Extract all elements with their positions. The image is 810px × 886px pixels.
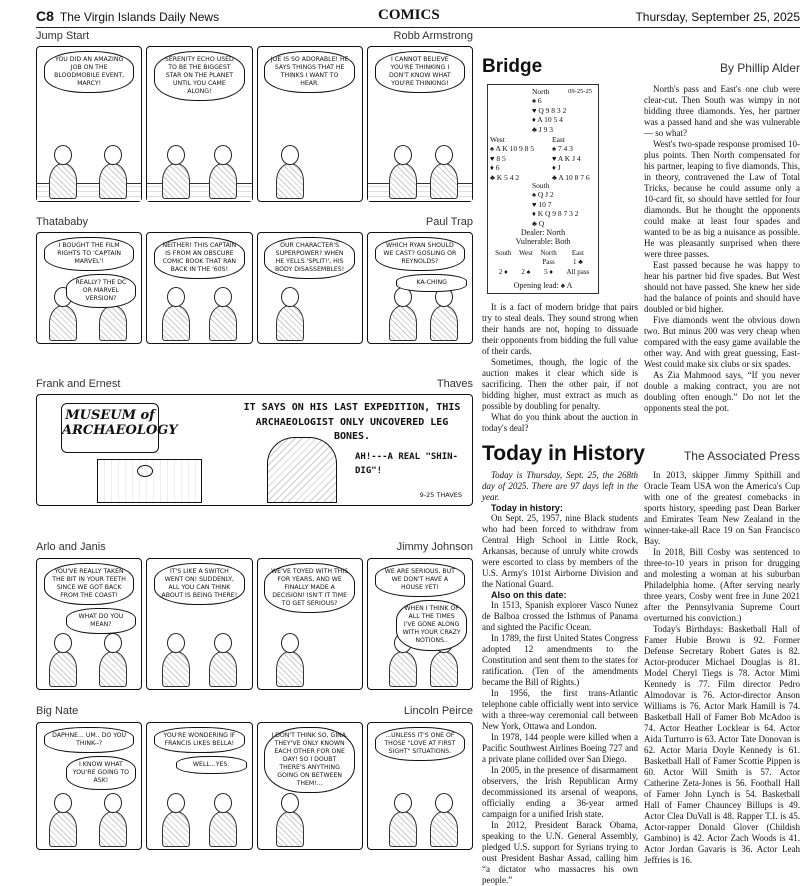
comic-title-row [36, 541, 473, 553]
comic-panel [257, 722, 363, 850]
character-head [104, 793, 122, 813]
history-main: On Sept. 25, 1957, nine Black students who had been forced to withdraw from Central High School in Little Rock, Arkansas, because of unruly white crowds were escorted to class by members of the U.S. Army's 101st Airborne Division and the National Guard. [482, 513, 638, 589]
speech-bubble: YOU'VE REALLY TAKEN THE BIT IN YOUR TEETH SINCE WE GOT BACK FROM THE COAST! [44, 563, 134, 605]
comic-panel [36, 722, 142, 850]
speech-bubble: IT'S LIKE A SWITCH WENT ON! SUDDENLY, ALL YOU CAN THINK ABOUT IS BEING THERE! [154, 563, 244, 605]
clubs: ♣ J 9 3 [532, 124, 553, 134]
dealer-info [488, 228, 598, 247]
history-header [482, 442, 800, 466]
character-illustration [389, 651, 417, 687]
comic-panel [257, 232, 363, 344]
diamonds: ♦ K Q 9 8 7 3 2 [532, 209, 579, 219]
bidding-table [491, 249, 595, 277]
signature: 9-25 THAVES [419, 491, 462, 499]
character-head [435, 145, 453, 165]
bid-cell: 1 ♣ [572, 258, 583, 267]
bidding-row [491, 268, 595, 277]
comic-panel [36, 46, 142, 202]
bid-cell: All pass [566, 267, 590, 276]
page-number: C8 [36, 8, 54, 24]
bid-cell [491, 258, 516, 267]
comic-panel [367, 558, 473, 690]
dealer: Dealer: North [520, 228, 566, 237]
character-illustration [49, 651, 77, 687]
history-paragraph: In 2018, Bill Cosby was sentenced to three-to-10 years in prison for drugging and molesting a woman at his suburban Philadelphia home. (After serving nearly three years, Cosby went free in June 2021 after the Pennsylvania Supreme Court overturned his conviction.) [644, 547, 800, 623]
diagram-date: 09-25-25 [568, 88, 592, 95]
character-illustration [209, 651, 237, 687]
character-illustration [209, 163, 237, 199]
hand-label: West [490, 135, 505, 144]
character-illustration [49, 163, 77, 199]
opening-lead: Opening lead: ♠ A [513, 281, 573, 290]
comic-title-row [36, 378, 473, 390]
character-illustration [430, 305, 458, 341]
comic-strip [36, 232, 473, 344]
bridge-header [482, 56, 800, 78]
bid-cell: West [518, 249, 533, 257]
clubs: ♣ A 10 8 7 6 [552, 172, 590, 182]
diamonds: ♦ 6 [490, 163, 500, 173]
speech-bubble: ...UNLESS IT'S ONE OF THOSE "LOVE AT FIRST SIGHT" SITUATIONS. [375, 727, 465, 761]
character-illustration [162, 651, 190, 687]
character-head [281, 287, 299, 307]
character-illustration [430, 163, 458, 199]
comic-panel [146, 46, 252, 202]
bidding-row [491, 249, 595, 258]
character-illustration [99, 163, 127, 199]
character-illustration [276, 651, 304, 687]
comic-panel [36, 232, 142, 344]
character-illustration [162, 305, 190, 341]
museum-sign: MUSEUM of ARCHAEOLOGY [61, 403, 159, 453]
character-illustration [389, 811, 417, 847]
speech-bubble: NEITHER! THIS CAPTAIN IS FROM AN OBSCURE COMIC BOOK THAT RAN BACK IN THE '60S! [154, 237, 244, 279]
bid-cell: 2 ♠ [521, 267, 531, 276]
comic-panel [146, 558, 252, 690]
character-illustration [389, 163, 417, 199]
bridge-title: Bridge [482, 56, 543, 77]
bid-cell: 5 ♦ [544, 267, 553, 276]
comic-panel [36, 558, 142, 690]
character-illustration [209, 305, 237, 341]
bridge-paragraph: It is a fact of modern bridge that pairs try to steal deals. They sound strong when their hands are not, hoping to dissuade their opponents from bidding the full value of their cards. [482, 302, 638, 356]
bid-cell: 2 ♦ [498, 267, 508, 276]
comic-panel [146, 722, 252, 850]
character-head [214, 287, 232, 307]
speech-bubble: SERENITY ECHO USED TO BE THE BIGGEST STAR ON THE PLANET UNTIL YOU CAME ALONG! [154, 51, 244, 101]
speech-bubble: WHAT DO YOU MEAN? [66, 608, 137, 634]
speech-bubble: WE ARE SERIOUS, BUT WE DON'T HAVE A HOUSE YET! [375, 563, 465, 597]
speech-bubble: WHEN I THINK OF ALL THE TIMES I'VE GONE ALONG WITH YOUR CRAZY NOTIONS.. [396, 600, 467, 650]
character-illustration [430, 651, 458, 687]
history-intro: Today is Thursday, Sept. 25, the 268th day of 2025. There are 97 days left in the year. [482, 470, 638, 502]
character-head [104, 145, 122, 165]
speech-bubble: YOU'RE WONDERING IF FRANCIS LIKES BELLA! [154, 727, 244, 753]
hand-north [532, 87, 566, 134]
character-head [214, 793, 232, 813]
character-illustration [99, 811, 127, 847]
speech-bubble: WELL...YES. [176, 756, 247, 774]
comic-panel [257, 558, 363, 690]
vulnerable: Vulnerable: Both [515, 237, 571, 247]
bridge-diagram [487, 84, 599, 294]
speech-bubble: JOE IS SO ADORABLE! HE SAYS THINGS THAT HE THINKS I WANT TO HEAR. [264, 51, 354, 93]
character-illustration [389, 305, 417, 341]
speech-bubble: YOU DID AN AMAZING JOB ON THE BLOODMOBILE EVENT, MARCY! [44, 51, 134, 93]
speech-bubble: KA-CHING [396, 274, 467, 292]
bridge-paragraph: West's two-spade response promised 10-plus points. Then North compensated for his partner, leaping to five diamonds. This, in theory, contravened the Law of Total Tricks, because he could assume only a 10-card fit, so should have settled for four diamonds. But he thought the opponents could make at least four spades and wanted to be as big a nuisance as possible. He was pleasantly surprised when there were three passes. [644, 139, 800, 259]
comic-author: Robb Armstrong [393, 30, 473, 42]
issue-date: Thursday, September 25, 2025 [635, 10, 800, 24]
speech-bubble: I BOUGHT THE FILM RIGHTS TO 'CAPTAIN MARVEL'! [44, 237, 134, 271]
comic-panel [367, 46, 473, 202]
clubs: ♣ Q [532, 218, 545, 228]
hearts: ♥ 10 7 [532, 199, 552, 209]
character-illustration [276, 811, 304, 847]
speech-bubble: DAPHNE... UM.. DO YOU THINK--? [44, 727, 134, 753]
bid-cell [516, 258, 537, 267]
hand-south [532, 181, 579, 228]
newspaper-name: The Virgin Islands Daily News [59, 10, 220, 24]
bid-cell: Pass [542, 258, 555, 267]
diamonds: ♦ J [552, 163, 561, 173]
section-title: COMICS [378, 7, 440, 23]
bridge-paragraph: Five diamonds went the obvious down two. But minus 200 was very cheap when compared with the easy game available the other way. And with great guessing, East-West could make six clubs or six spades. [644, 315, 800, 369]
comic-title: Big Nate [36, 705, 79, 717]
hand-label: South [532, 181, 550, 190]
comic-strip [36, 46, 473, 202]
hearts: ♥ A K J 4 [552, 153, 581, 163]
comic-title: Thatababy [36, 216, 88, 228]
comic-title-row [36, 30, 473, 42]
hearts: ♥ Q 9 8 3 2 [532, 105, 567, 115]
comic-panel [367, 232, 473, 344]
comic-title: Jump Start [36, 30, 90, 42]
character-head [167, 633, 185, 653]
bid-cell: East [571, 249, 584, 257]
history-title: Today in History [482, 442, 645, 465]
comic-author: Lincoln Peirce [403, 705, 473, 717]
character-head [214, 633, 232, 653]
history-paragraph: In 1978, 144 people were killed when a Pacific Southwest Airlines Boeing 727 and a private plane collided over San Diego. [482, 732, 638, 764]
comic-author: Paul Trap [425, 216, 473, 228]
character-illustration [49, 305, 77, 341]
spades: ♠ A K 10 9 8 5 [490, 144, 534, 154]
speech-bubble: I CANNOT BELIEVE YOU'RE THINKING I DON'T KNOW WHAT YOU'RE THINKING! [375, 51, 465, 93]
comic-title-row [36, 705, 473, 717]
skull-illustration [137, 465, 153, 477]
bid-cell: South [495, 249, 512, 257]
page-header [36, 8, 800, 28]
comic-title: Arlo and Janis [36, 541, 106, 553]
character-head [394, 793, 412, 813]
comic-strip [36, 722, 473, 850]
bridge-paragraph: East passed because he was happy to hear his partner bid five spades. But West should not have passed. She knew her side had the balance of points and should have doubled or bid higher. [644, 260, 800, 314]
history-paragraph: In 2013, skipper Jimmy Spithill and Oracle Team USA won the America's Cup with one of the greatest comebacks in sports history, speeding past Dean Barker and Emirates Team New Zealand in the winner-take-all Race 19 on San Francisco Bay. [644, 470, 800, 546]
hand-east [552, 135, 590, 182]
character-head [281, 633, 299, 653]
speech-bubble: OUR CHARACTER'S SUPERPOWER? WHEN HE YELLS 'SPLIT!', HIS BODY DISASSEMBLES! [264, 237, 354, 279]
character-head [281, 145, 299, 165]
character-head [435, 793, 453, 813]
subhead-today: Today in history: [491, 503, 563, 513]
character-illustration [276, 163, 304, 199]
diamonds: ♦ A 10 5 4 [532, 115, 563, 125]
hearts: ♥ 8 5 [490, 153, 506, 163]
comic-author: Jimmy Johnson [396, 541, 473, 553]
spades: ♠ Q J 2 [532, 190, 554, 200]
character-illustration [430, 811, 458, 847]
bid-cell: North [540, 249, 557, 257]
character-head [394, 145, 412, 165]
comic-title: Frank and Ernest [36, 378, 121, 390]
bridge-paragraph: North's pass and East's one club were clear-cut. Then South was wimpy in not bidding three diamonds. Yes, her partner was a passed hand and she was vulnerable — so what? [644, 84, 800, 138]
character-head [54, 793, 72, 813]
character-head [167, 145, 185, 165]
speech-bubble: WHICH RYAN SHOULD WE CAST? GOSLING OR REYNOLDS? [375, 237, 465, 271]
history-body [482, 470, 800, 886]
history-paragraph: In 1789, the first United States Congress adopted 12 amendments to the Constitution and sent them to the states for ratification. (Ten of the amendments became the Bill of Rights.) [482, 633, 638, 687]
speech-bubble: I KNOW WHAT YOU'RE GOING TO ASK! [66, 756, 137, 790]
comic-panel [367, 722, 473, 850]
spades: ♠ 7 4 3 [552, 144, 573, 154]
reply-text: AH!---A REAL "SHIN-DIG"! [355, 452, 458, 476]
speech-bubble: REALLY? THE DC OR MARVEL VERSION? [66, 274, 137, 308]
frank-and-ernest-strip [36, 394, 473, 506]
clubs: ♣ K 5 4 2 [490, 172, 520, 182]
history-paragraph: In 2005, in the presence of disarmament observers, the Irish Republican Army decommissioned its arsenal of weapons, officially ending a 36-year armed campaign for a unified Irish state. [482, 765, 638, 819]
comic-author: Thaves [436, 378, 473, 390]
speech-bubble: WE'VE TOYED WITH THIS FOR YEARS, AND WE FINALLY MADE A DECISION! ISN'T IT TIME TO GET SERIOUS? [264, 563, 354, 613]
bridge-paragraph: What do you think about the auction in today's deal? [482, 412, 638, 433]
character-illustration [162, 811, 190, 847]
character-illustration [49, 811, 77, 847]
hand-label: East [552, 135, 565, 144]
spades: ♠ 6 [532, 96, 542, 106]
character-head [54, 633, 72, 653]
comic-panel [146, 232, 252, 344]
character-illustration [162, 163, 190, 199]
bridge-paragraph: Sometimes, though, the logic of the auction makes it clear which side is sacrificing. Then the other pair, if not bidding higher, must extract as much as possible by doubling for penalty. [482, 357, 638, 411]
comic-title-row [36, 216, 473, 228]
subhead-also: Also on this date: [491, 590, 567, 600]
character-illustration [99, 651, 127, 687]
comic-panel [257, 46, 363, 202]
bridge-paragraph: As Zia Mahmood says, “If you never double a making contract, you are not doubling often enough.” Do not let the opponents steal the pot. [644, 370, 800, 413]
hand-west [490, 135, 534, 182]
character-head [104, 633, 122, 653]
bridge-byline: By Phillip Alder [719, 61, 800, 75]
character-head [214, 145, 232, 165]
character-head [167, 793, 185, 813]
history-byline: The Associated Press [683, 449, 800, 463]
history-paragraph: In 1513, Spanish explorer Vasco Nunez de Balboa crossed the Isthmus of Panama and sighted the Pacific Ocean. [482, 600, 638, 632]
character-illustration [99, 305, 127, 341]
history-paragraph: In 1956, the first trans-Atlantic telephone cable officially went into service with a three-way ceremonial call between New York, Ottawa and London. [482, 688, 638, 731]
caption-text: IT SAYS ON HIS LAST EXPEDITION, THIS ARCHAEOLOGIST ONLY UNCOVERED LEG BONES. [243, 402, 461, 442]
history-paragraph: In 2012, President Barack Obama, speaking to the U.N. General Assembly, pledged U.S. support for Syrians trying to oust President Bashar Assad, calling him “a dictator who massacres his own people.” [482, 820, 638, 885]
right-column [482, 56, 800, 886]
character-illustration [209, 811, 237, 847]
hand-label: North [532, 87, 550, 96]
character-head [281, 793, 299, 813]
character-illustration [267, 437, 337, 503]
speech-bubble: I DON'T THINK SO, GINA. THEY'VE ONLY KNOWN EACH OTHER FOR ONE DAY! SO I DOUBT THERE'S ANYTHING GOING ON BETWEEN THEM!... [264, 727, 354, 793]
comic-strip [36, 558, 473, 690]
character-head [54, 145, 72, 165]
bridge-body [482, 84, 800, 434]
character-illustration [276, 305, 304, 341]
character-head [167, 287, 185, 307]
history-paragraph: Today's Birthdays: Basketball Hall of Famer Hubie Brown is 92. Former Defense Secretary Robert Gates is 82. Actor-producer Michael Douglas is 81. Model Cheryl Tiegs is 78. Actor Mimi Kennedy is 77. Film director Pedro Almodovar is 76. Actor-director Anson Williams is 76. Actor Mark Hamill is 74. Basketball Hall of Famer Bob McAdoo is 74. Actor Heather Locklear is 64. Actor Aida Turturro is 63. Actor Tate Donovan is 62. Actor Maria Doyle Kennedy is 61. Basketball Hall of Famer Scottie Pippen is 60. Actor Will Smith is 57. Actor Catherine Zeta-Jones is 56. Football Hall of Famer John Lynch is 54. Basketball Hall of Famer Chauncey Billups is 49. Actor Clea DuVall is 48. Rapper T.I. is 45. Actor-rapper Donald Glover (Childish Gambino) is 42. Actor Zach Woods is 41. Actor Jordan Gavaris is 36. Actor Leah Jeffries is 16. [644, 624, 800, 865]
bidding-row [491, 258, 595, 267]
